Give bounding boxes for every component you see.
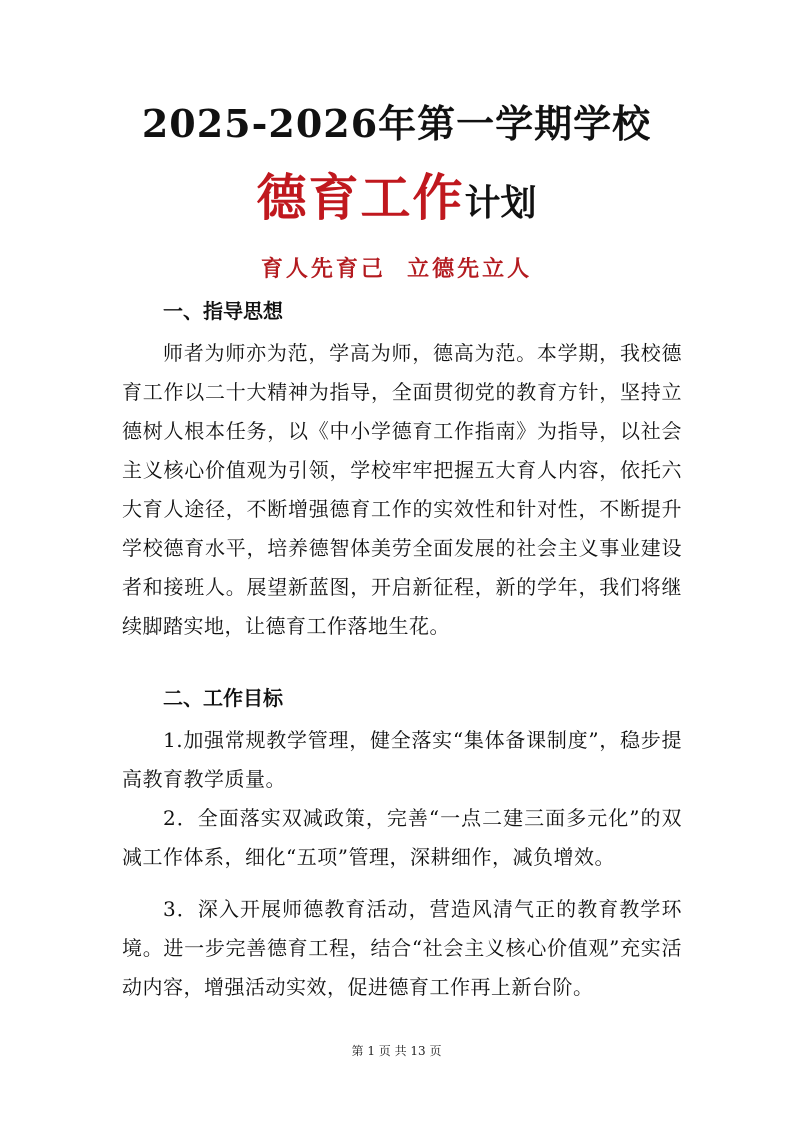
section-heading-guiding-ideology: 一、指导思想 [163, 299, 283, 323]
title-suffix: 计划 [464, 182, 537, 224]
paragraph-goal-2: 2．全面落实双减政策，完善“一点二建三面多元化”的双减工作体系，细化“五项”管理，深耕细作，减负增效。 [122, 806, 682, 869]
motto: 育人先育己 立德先立人 [260, 256, 533, 282]
document-subtitle [0, 166, 793, 242]
title-highlight: 德育工作 [256, 168, 465, 227]
paragraph-guiding-ideology: 师者为师亦为范，学高为师，德高为范。本学期，我校德育工作以二十大精神为指导，全面贯彻党的教育方针，坚持立德树人根本任务，以《中小学德育工作指南》为指导，以社会主义核心价值观为引领，学校牢牢把握五大育人内容，依托六大育人途径，不断增强德育工作的实效性和针对性，不断提升学校德育水平，培养德智体美劳全面发展的社会主义事业建设者和接班人。展望新蓝图，开启新征程，新的学年，我们将继续脚踏实地，让德育工作落地生花。 [122, 341, 682, 638]
paragraph-goal-3: 3．深入开展师德教育活动，营造风清气正的教育教学环境。进一步完善德育工程，结合“社会主义核心价值观”充实活动内容，增强活动实效，促进德育工作再上新台阶。 [122, 897, 682, 999]
section-heading-work-goals: 二、工作目标 [163, 686, 283, 710]
document-title: 2025-2026年第一学期学校 [141, 101, 652, 146]
paragraph-goal-1: 1.加强常规教学管理，健全落实“集体备课制度”，稳步提高教育教学质量。 [122, 728, 682, 791]
page-number-footer: 第 1 页 共 13 页 [351, 1044, 442, 1058]
